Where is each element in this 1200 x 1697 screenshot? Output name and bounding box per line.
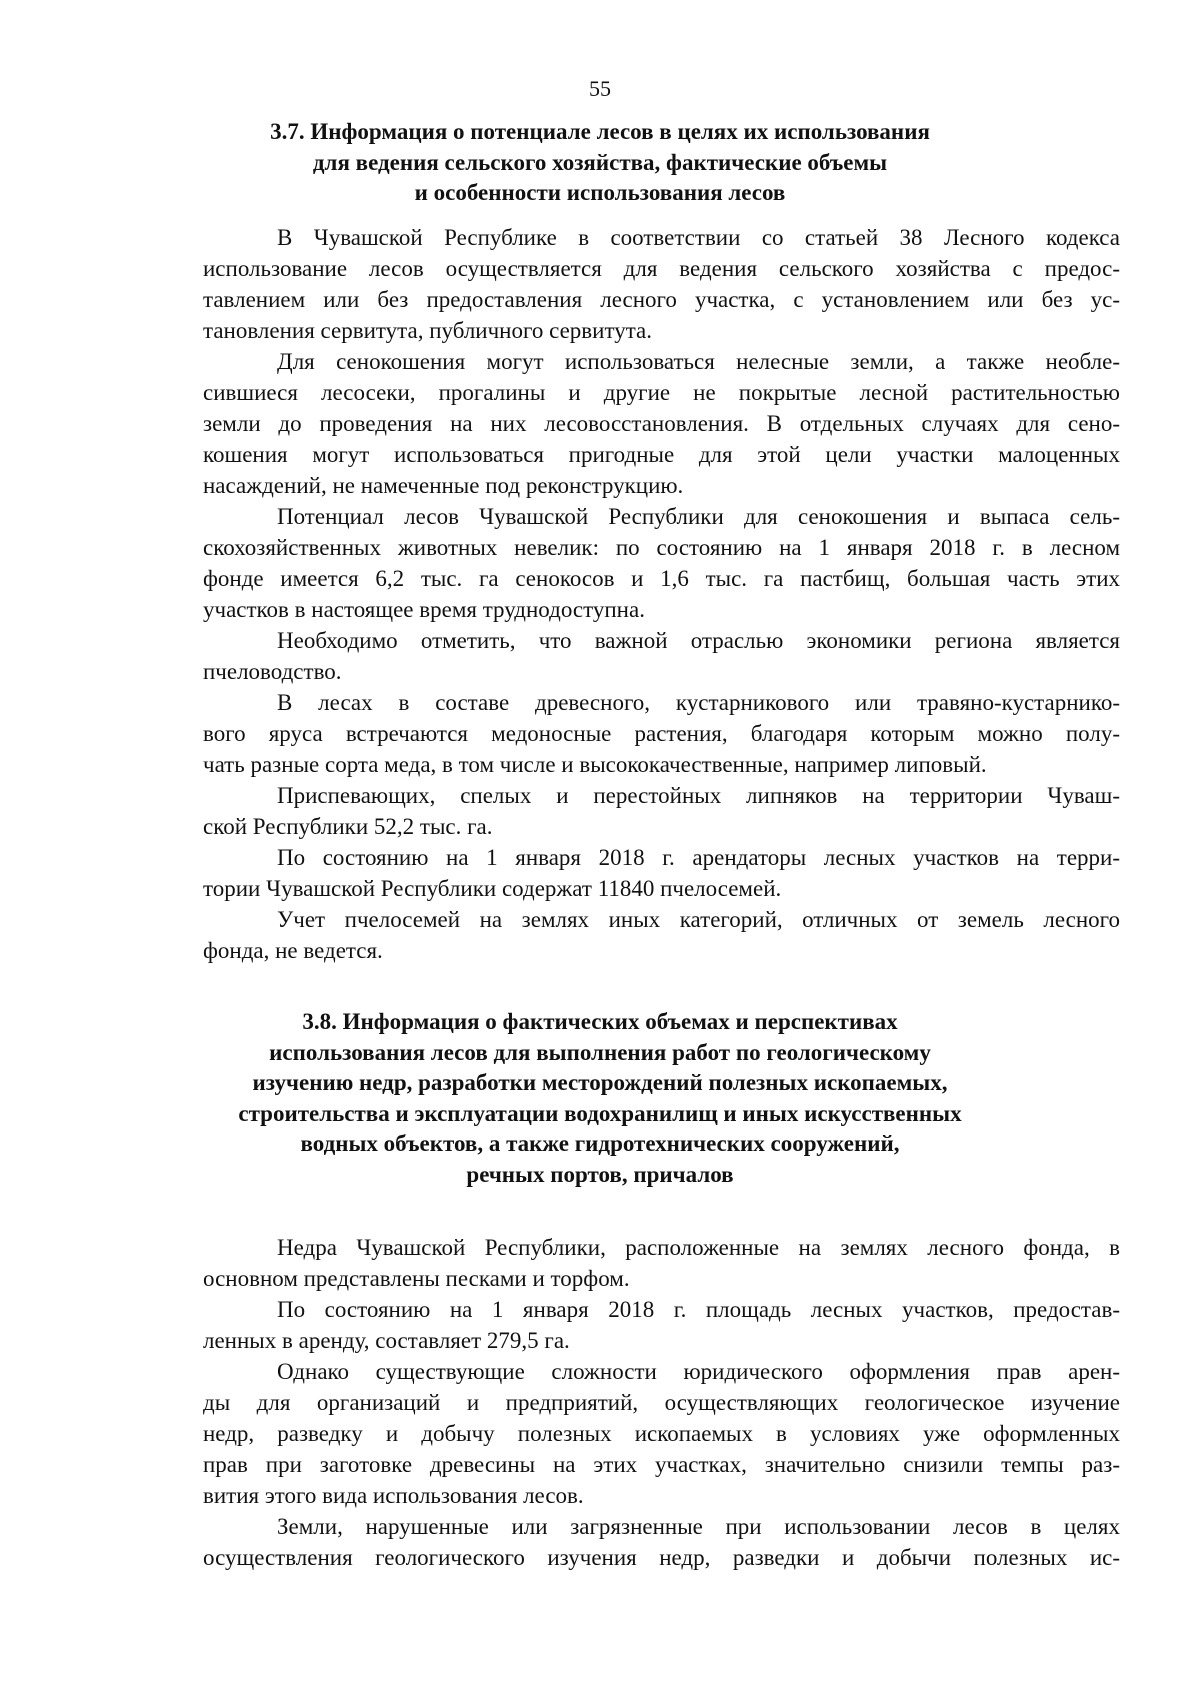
- heading-line: 3.7. Информация о потенциале лесов в целях их использования: [270, 119, 930, 144]
- text-line: Потенциал лесов Чувашской Республики для сенокошения и выпаса сель-: [277, 504, 1120, 529]
- text-line: По состоянию на 1 января 2018 г. арендаторы лесных участков на терри-: [277, 845, 1120, 870]
- text-line: недр, разведку и добычу полезных ископаемых в условиях уже оформленных: [203, 1421, 1120, 1446]
- heading-line: 3.8. Информация о фактических объемах и перспективах: [302, 1009, 898, 1034]
- paragraph: [203, 687, 1120, 780]
- text-line: Недра Чувашской Республики, расположенные на землях лесного фонда, в: [277, 1235, 1120, 1260]
- text-line: Учет пчелосемей на землях иных категорий, отличных от земель лесного: [277, 907, 1120, 932]
- paragraph: [203, 501, 1120, 625]
- text-line: ленных в аренду, составляет 279,5 га.: [203, 1328, 570, 1353]
- paragraph: [203, 346, 1120, 501]
- text-line: осуществления геологического изучения недр, разведки и добычи полезных ис-: [203, 1545, 1120, 1570]
- text-line: использование лесов осуществляется для ведения сельского хозяйства с предос-: [203, 256, 1120, 281]
- text-line: основном представлены песками и торфом.: [203, 1266, 630, 1291]
- text-line: тавлением или без предоставления лесного участка, с установлением или без ус-: [203, 287, 1120, 312]
- text-line: Однако существующие сложности юридического оформления прав арен-: [277, 1359, 1120, 1384]
- paragraph: [203, 904, 1120, 966]
- paragraph: [203, 1356, 1120, 1511]
- heading-line: водных объектов, а также гидротехнических сооружений,: [300, 1131, 900, 1156]
- text-line: пчеловодство.: [203, 659, 342, 684]
- heading-line: строительства и эксплуатации водохранилищ и иных искусственных: [238, 1100, 962, 1126]
- paragraph: [203, 780, 1120, 842]
- paragraph: [203, 1511, 1120, 1573]
- text-line: тории Чувашской Республики содержат 11840 пчелосемей.: [203, 876, 782, 901]
- heading-line: речных портов, причалов: [466, 1161, 734, 1187]
- text-line: скохозяйственных животных невелик: по состоянию на 1 января 2018 г. в лесном: [203, 535, 1120, 560]
- text-line: тановления сервитута, публичного сервитута.: [203, 318, 653, 343]
- text-line: насаждений, не намеченные под реконструкцию.: [203, 473, 684, 498]
- paragraph: [203, 842, 1120, 904]
- text-line: ды для организаций и предприятий, осуществляющих геологическое изучение: [203, 1390, 1120, 1415]
- text-line: Земли, нарушенные или загрязненные при использовании лесов в целях: [277, 1514, 1120, 1539]
- text-line: сившиеся лесосеки, прогалины и другие не покрытые лесной растительностью: [203, 380, 1120, 405]
- text-line: вития этого вида использования лесов.: [203, 1483, 584, 1508]
- text-line: В лесах в составе древесного, кустарникового или травяно-кустарнико-: [277, 690, 1120, 715]
- text-line: вого яруса встречаются медоносные растения, благодаря которым можно полу-: [203, 721, 1120, 746]
- text-line: фонде имеется 6,2 тыс. га сенокосов и 1,6 тыс. га пастбищ, большая часть этих: [203, 566, 1120, 591]
- text-line: В Чувашской Республике в соответствии со статьей 38 Лесного кодекса: [277, 225, 1120, 250]
- heading-line: изучению недр, разработки месторождений полезных ископаемых,: [252, 1070, 948, 1095]
- text-line: Приспевающих, спелых и перестойных липняков на территории Чуваш-: [277, 783, 1120, 808]
- text-line: ской Республики 52,2 тыс. га.: [203, 814, 493, 839]
- heading-line: для ведения сельского хозяйства, фактические объемы: [312, 149, 888, 175]
- paragraph: [203, 1294, 1120, 1356]
- text-line: Необходимо отметить, что важной отраслью экономики региона является: [277, 628, 1120, 653]
- heading-line: и особенности использования лесов: [414, 180, 786, 205]
- text-line: Для сенокошения могут использоваться нелесные земли, а также необле-: [277, 349, 1120, 374]
- text-line: земли до проведения на них лесовосстановления. В отдельных случаях для сено-: [203, 411, 1120, 436]
- page-number: 55: [589, 76, 611, 101]
- text-line: фонда, не ведется.: [203, 938, 383, 963]
- paragraph: [203, 1232, 1120, 1294]
- text-line: По состоянию на 1 января 2018 г. площадь лесных участков, предостав-: [277, 1297, 1120, 1322]
- paragraph: [203, 625, 1120, 687]
- section-3-7-heading: [160, 117, 1040, 209]
- paragraph: [203, 222, 1120, 346]
- text-line: участков в настоящее время труднодоступна.: [203, 597, 645, 622]
- heading-line: использования лесов для выполнения работ по геологическому: [269, 1039, 931, 1065]
- text-line: чать разные сорта меда, в том числе и высококачественные, например липовый.: [203, 752, 987, 777]
- text-line: прав при заготовке древесины на этих участках, значительно снизили темпы раз-: [203, 1452, 1120, 1477]
- text-line: кошения могут использоваться пригодные для этой цели участки малоценных: [203, 442, 1120, 467]
- section-3-8-heading: [160, 1007, 1040, 1190]
